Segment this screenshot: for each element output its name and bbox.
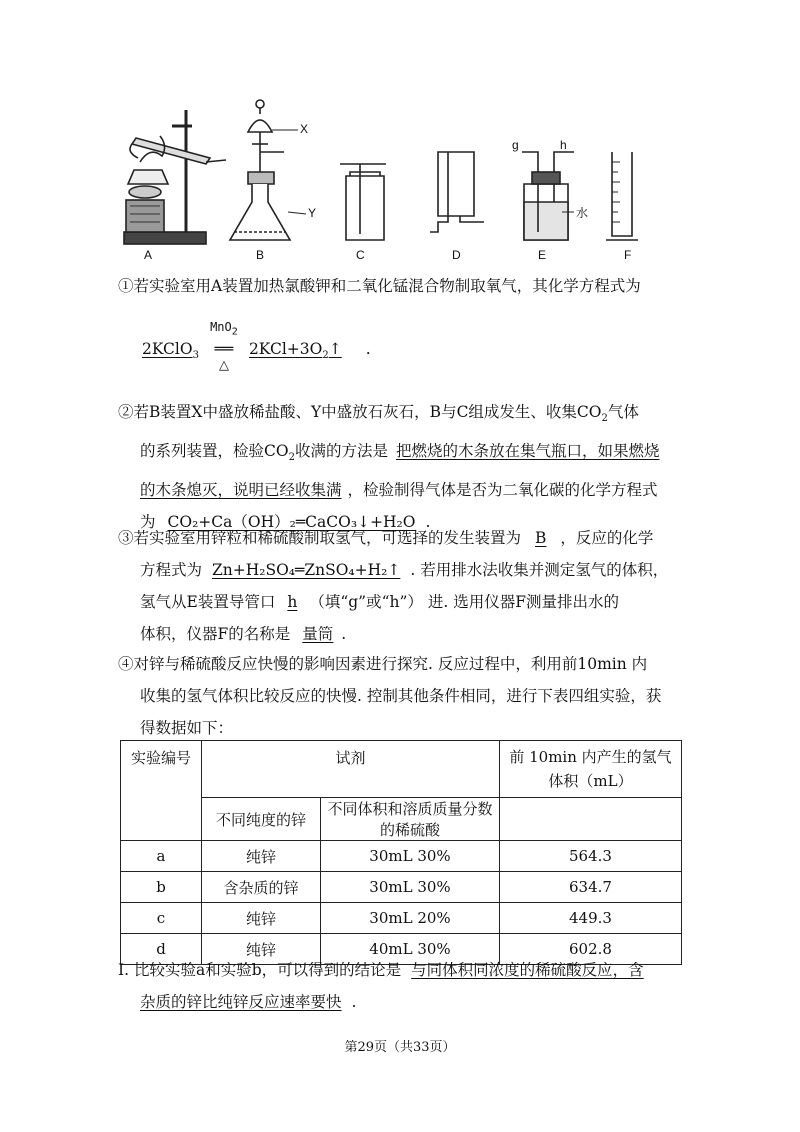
- label-a: A: [144, 248, 153, 262]
- label-y: Y: [308, 206, 317, 220]
- table-row: d 纯锌 40mL 30% 602.8: [121, 934, 682, 965]
- q4-text: ④对锌与稀硫酸反应快慢的影响因素进行探究. 反应过程中，利用前10min 内 收集的氢气体积比较反应的快慢. 控制其他条件相同，进行下表四组实验，获 得数据如下：: [118, 655, 662, 737]
- table-row: b 含杂质的锌 30mL 30% 634.7: [121, 872, 682, 903]
- table-subheader-row: [121, 798, 682, 841]
- label-h: h: [560, 138, 567, 152]
- q2-answer-2: CO₂+Ca（OH）₂═CaCO₃↓+H₂O: [167, 513, 416, 532]
- page-footer: 第29页（共33页）: [344, 1040, 456, 1055]
- conclusion-answer: 与同体积同浓度的稀硫酸反应，含: [411, 961, 644, 979]
- apparatus-d: [430, 152, 484, 232]
- q2-text: ②若B装置X中盛放稀盐酸、Y中盛放石灰石，B与C组成发生、收集$CO_2$气体 的系列装置，检验$CO_2$收满的方法是 把燃烧的木条放在集气瓶口，如果燃烧 的木条熄灭，说明已经收集满 ，检验制得气体是否为二氧化碳的化学方程式 为 CO₂+Ca（OH）₂═CaCO₃↓+H₂O .: [118, 403, 660, 532]
- apparatus-a: [124, 110, 226, 244]
- label-e: E: [538, 248, 547, 262]
- apparatus-f: [606, 152, 638, 240]
- apparatus-e: [522, 152, 574, 240]
- q3-answer-4: 量筒: [302, 625, 334, 643]
- conclusion-text: Ⅰ. 比较实验a和实验b，可以得到的结论是 与同体积同浓度的稀硫酸反应，含 杂质的锌比纯锌反应速率要快 .: [118, 961, 644, 1011]
- label-c: C: [356, 248, 365, 262]
- q1-text: ①若实验室用A装置加热氯酸钾和二氧化锰混合物制取氧气，其化学方程式为: [118, 277, 641, 295]
- label-d: D: [452, 248, 461, 262]
- label-b: B: [256, 248, 265, 262]
- header-volume: 前 10min 内产生的氢气体积（mL）: [500, 741, 682, 798]
- table-row: a 纯锌 30mL 30% 564.3: [121, 841, 682, 872]
- table-row: c 纯锌 30mL 20% 449.3: [121, 903, 682, 934]
- apparatus-b: [230, 100, 309, 240]
- label-f: F: [624, 248, 632, 262]
- label-x: X: [300, 122, 309, 136]
- q1-number: ①: [118, 277, 134, 295]
- reaction-condition: MnO$_2$ ══ △: [210, 320, 238, 373]
- q3-text: ③若实验室用锌粒和稀硫酸制取氢气，可选择的发生装置为 B ，反应的化学 方程式为 Zn+H₂SO₄═ZnSO₄+H₂↑ . 若用排水法收集并测定氢气的体积， 氢气从E装置导管口 h （填“g”或“h”） 进. 选用仪器F测量排出水的 体积，仪器F的名称是 量筒 .: [118, 529, 669, 643]
- q3-answer-2: Zn+H₂SO₄═ZnSO₄+H₂↑: [212, 561, 401, 579]
- header-reagent: 试剂: [202, 741, 500, 798]
- header-id: 实验编号: [121, 741, 202, 841]
- header-acid: 不同体积和溶质质量分数的稀硫酸: [321, 798, 500, 841]
- apparatus-c: [340, 164, 386, 240]
- label-water: 水: [576, 206, 589, 220]
- q3-answer-3: h: [287, 593, 298, 611]
- q1-equation: 2KClO$_3$ MnO$_2$ ══ △ $2KCl+3O_2↑$ .: [142, 320, 371, 373]
- label-g: g: [512, 138, 519, 152]
- header-zinc: 不同纯度的锌: [202, 798, 321, 841]
- table-header-row: [121, 741, 682, 798]
- q3-answer-1: B: [535, 529, 547, 547]
- q2-answer-1: 把燃烧的木条放在集气瓶口，如果燃烧: [395, 442, 660, 461]
- apparatus-figure: [118, 92, 678, 262]
- experiment-table: [120, 740, 682, 965]
